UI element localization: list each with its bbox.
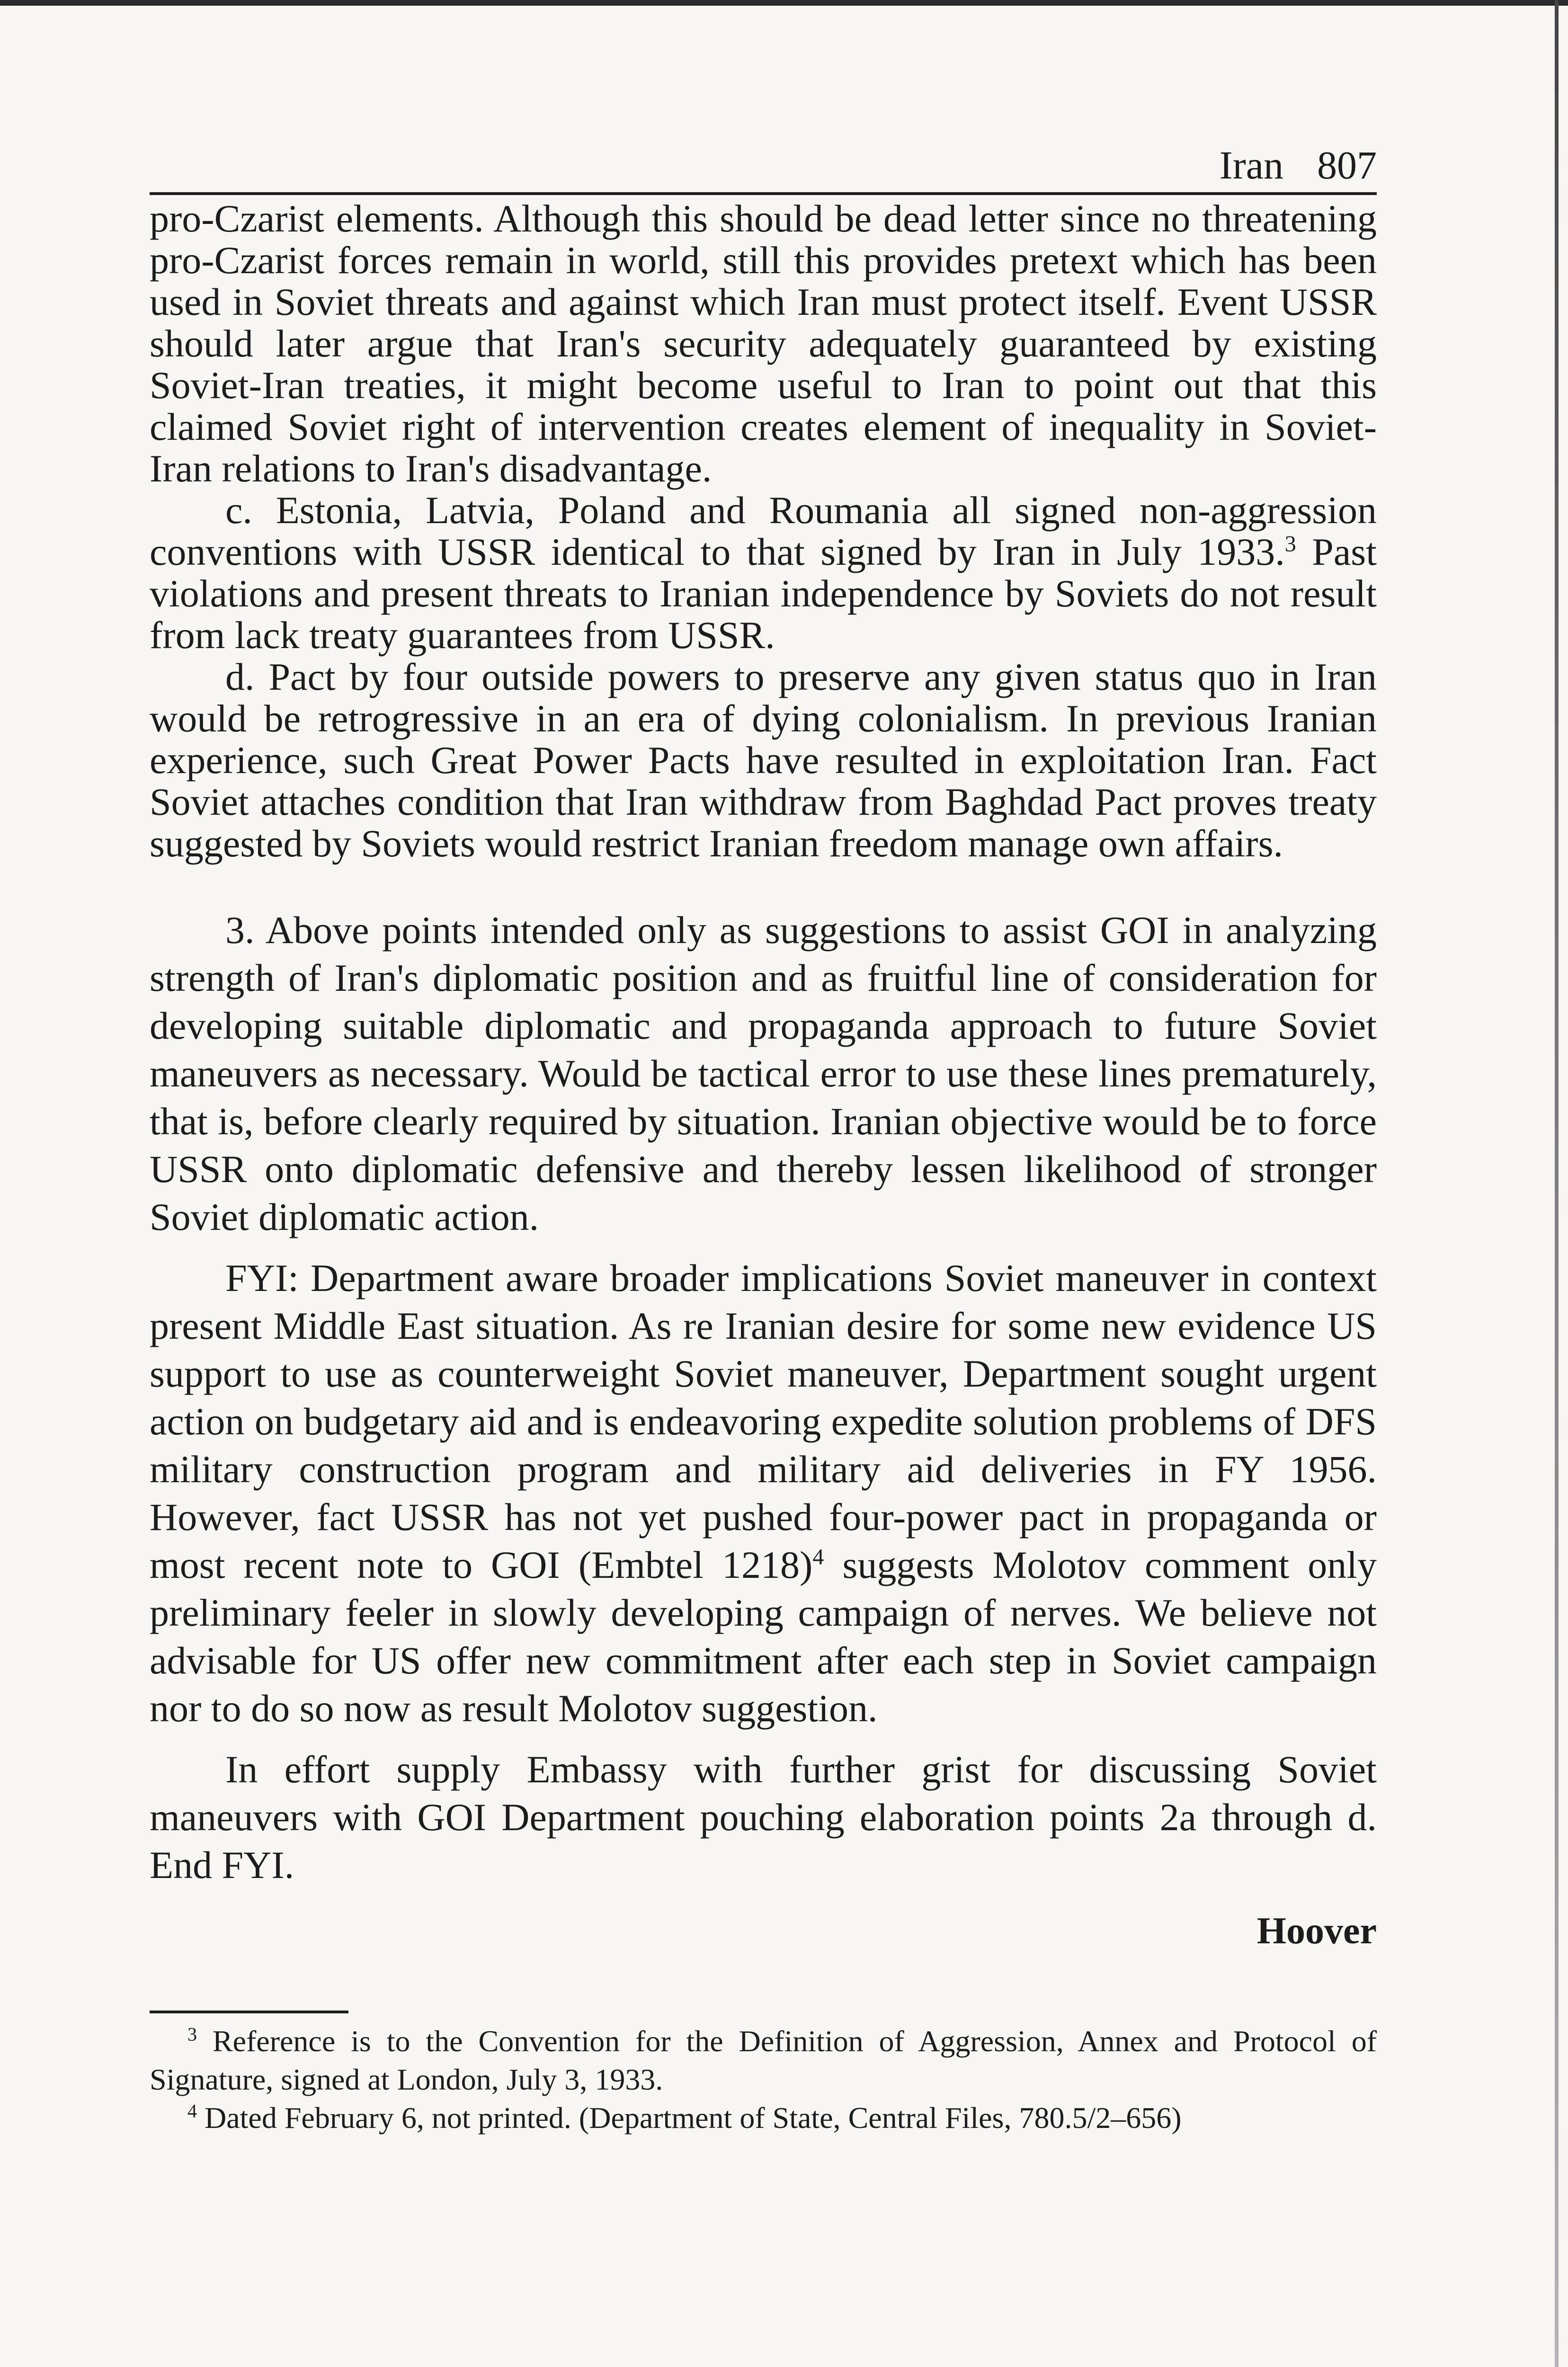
footnote-divider: [150, 2011, 348, 2013]
footnote-ref-4[interactable]: 4: [812, 1544, 824, 1570]
footnote-ref-3[interactable]: 3: [1284, 531, 1296, 557]
footnotes: [150, 2022, 1377, 2137]
footnote-4-marker: 4: [187, 2100, 197, 2122]
paragraph-fyi-text-1: FYI: Department aware broader implications Soviet maneuver in context present Middle East situation. As re Iranian desire for some new evidence US support to use as counterweight Soviet maneuver, Department sought urgent action on budgetary aid and is endeavoring expedite solution problems of DFS military construction program and military aid deliveries in FY 1956. However, fact USSR has not yet pushed four-power pact in propaganda or most recent note to GOI (Embtel 1218): [150, 1256, 1377, 1586]
continued-section: [150, 198, 1377, 864]
paragraph-d: d. Pact by four outside powers to preserve any given status quo in Iran would be retrogressive in an era of dying colonialism. In previous Iranian experience, such Great Power Pacts have resulted in exploitation Iran. Fact Soviet attaches condition that Iran withdraw from Baghdad Pact proves treaty suggested by Soviets would restrict Iranian freedom manage own affairs.: [150, 655, 1377, 865]
page-right-edge: [1555, 0, 1559, 2367]
paragraph-effort: In effort supply Embassy with further grist for discussing Soviet maneuvers with GOI Department pouching elaboration points 2a through d. End FYI.: [150, 1748, 1377, 1886]
paragraph-3: 3. Above points intended only as suggestions to assist GOI in analyzing strength of Iran's diplomatic position and as fruitful line of consideration for developing suitable diplomatic and propaganda approach to future Soviet maneuvers as necessary. Would be tactical error to use these lines prematurely, that is, before clearly required by situation. Iranian objective would be to force USSR onto diplomatic defensive and thereby lessen likelihood of stronger Soviet diplomatic action.: [150, 908, 1377, 1238]
page-top-border: [0, 0, 1568, 6]
document-page: [150, 142, 1377, 2137]
main-section: [150, 906, 1377, 1889]
paragraph-fyi: [150, 1254, 1377, 1732]
footnote-3-marker: 3: [187, 2023, 197, 2045]
signature: Hoover: [1256, 1910, 1377, 1952]
paragraph-c-text-2: Past violations and present threats to Iranian independence by Soviets do not result from lack treaty guarantees from USSR.: [150, 530, 1377, 657]
paragraph-c-text-1: c. Estonia, Latvia, Poland and Roumania all signed non-aggression conventions with USSR identical to that signed by Iran in July 1933.: [150, 489, 1377, 573]
footnote-4-text: Dated February 6, not printed. (Department of State, Central Files, 780.5/2–656): [205, 2101, 1182, 2135]
paragraph-c: [150, 489, 1377, 656]
paragraph-fyi-text-2: suggests Molotov comment only preliminary feeler in slowly developing campaign of nerves. We believe not advisable for US offer new commitment after each step in Soviet campaign nor to do so now as result Molotov suggestion.: [150, 1543, 1377, 1730]
footnote-3-text: Reference is to the Convention for the Definition of Aggression, Annex and Protocol of Signature, signed at London, July 3, 1933.: [150, 2024, 1377, 2096]
running-header: [150, 142, 1377, 195]
footnote-4: [150, 2099, 1377, 2137]
page-number: 807: [1317, 143, 1377, 187]
paragraph-continued: pro-Czarist elements. Although this should be dead letter since no threatening pro-Czarist forces remain in world, still this provides pretext which has been used in Soviet threats and against which Iran must protect itself. Event USSR should later argue that Iran's security adequately guaranteed by existing Soviet-Iran treaties, it might become useful to Iran to point out that this claimed Soviet right of intervention creates element of inequality in Soviet-Iran relations to Iran's disadvantage.: [150, 197, 1377, 490]
footnote-3: [150, 2022, 1377, 2099]
header-title: Iran: [1219, 143, 1283, 187]
